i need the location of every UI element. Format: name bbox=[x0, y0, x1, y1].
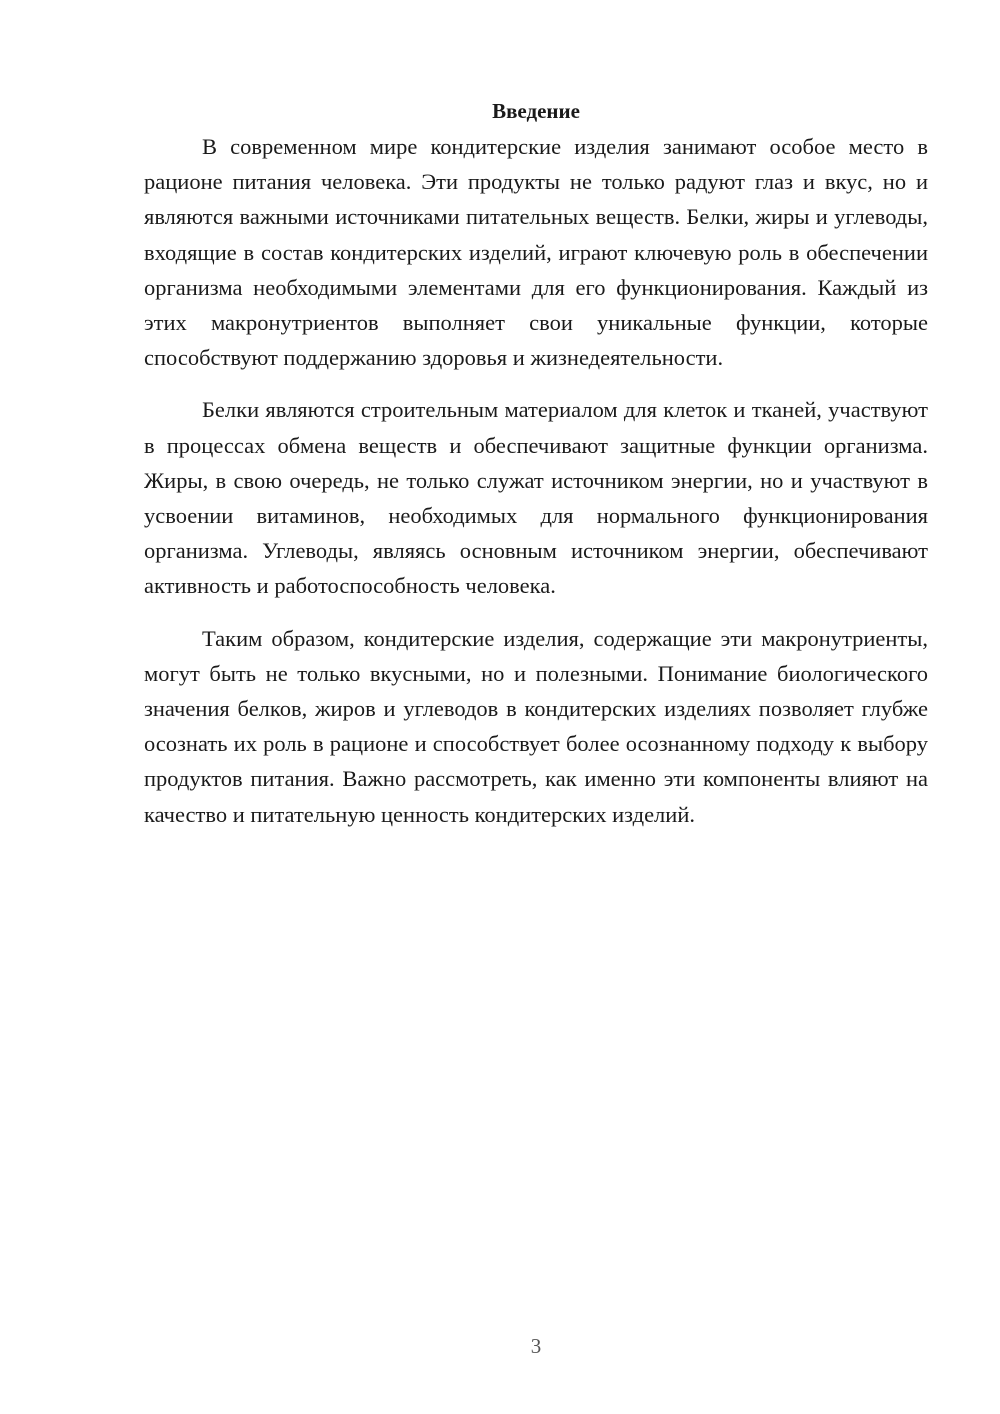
paragraph-1: В современном мире кондитерские изделия занимают особое место в рационе питания человека. Эти продукты не только радуют глаз и вкус, но и являются важными источниками питательных веществ. Белки, жиры и углеводы, входящие в состав кондитерских изделий, играют ключевую роль в обеспечении организма необходимыми элементами для его функционирования. Каждый из этих макронутриентов выполняет свои уникальные функции, которые способствуют поддержанию здоровья и жизнедеятельности. bbox=[144, 134, 928, 371]
paragraph-3: Таким образом, кондитерские изделия, содержащие эти макронутриенты, могут быть не только вкусными, но и полезными. Понимание биологического значения белков, жиров и углеводов в кондитерских изделиях позволяет глубже осознать их роль в рационе и способствует более осознанному подходу к выбору продуктов питания. Важно рассмотреть, как именно эти компоненты влияют на качество и питательную ценность кондитерских изделий. bbox=[144, 625, 928, 827]
page-number: 3 bbox=[530, 1334, 542, 1358]
paragraph-2: Белки являются строительным материалом для клеток и тканей, участвуют в процессах обмена веществ и обеспечивают защитные функции организма. Жиры, в свою очередь, не только служат источником энергии, но и участвуют в усвоении витаминов, необходимых для нормального функционирования организма. Углеводы, являясь основным источником энергии, обеспечивают активность и работоспособность человека. bbox=[144, 397, 928, 599]
section-title: Введение bbox=[492, 99, 580, 123]
page-content bbox=[144, 94, 928, 832]
